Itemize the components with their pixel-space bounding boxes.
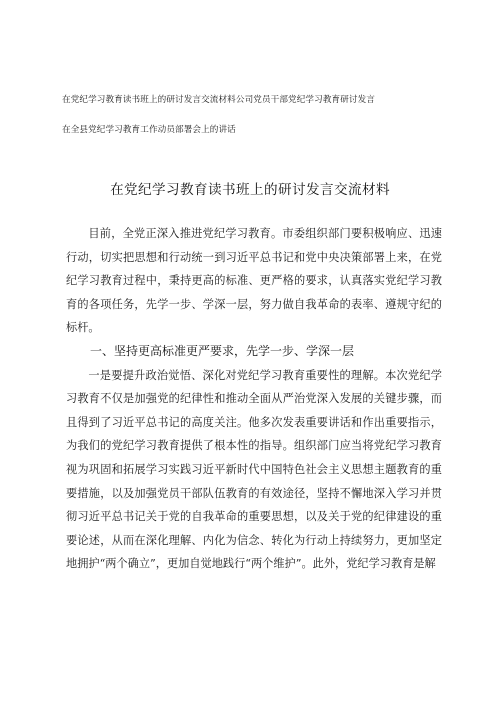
contents-line-1: 在党纪学习教育读书班上的研讨发言交流材料公司党员干部党纪学习教育研讨发言	[62, 95, 375, 105]
document-body	[66, 222, 442, 576]
section-heading-1: 一、坚持更高标准更严要求，先学一步、学深一层	[90, 343, 355, 358]
section-1-paragraph: 一是要提升政治觉悟、深化对党纪学习教育重要性的理解。本次党纪学习教育不仅是加强党的纪律性和推动全面从严治党深入发展的关键步骤，而且得到了习近平总书记的高度关注。他多次发表重要讲话和作出重要指示，为我们的党纪学习教育提供了根本性的指导。组织部门应当将党纪学习教育视为巩固和拓展学习实践习近平新时代中国特色社会主义思想主题教育的重要措施，以及加强党员干部队伍教育的有效途径，坚持不懈地深入学习并贯彻习近平总书记关于党的自我革命的重要思想，以及关于党的纪律建设的重要论述，从而在深化理解、内化为信念、转化为行动上持续努力，更加坚定地拥护“两个确立”，更加自觉地践行“两个维护”。此外，党纪学习教育是解	[66, 368, 442, 571]
contents-line-2: 在全县党纪学习教育工作动员部署会上的讲话	[62, 125, 236, 135]
intro-paragraph: 目前，全党正深入推进党纪学习教育。市委组织部门要积极响应、迅速行动，切实把思想和行动统一到习近平总书记和党中央决策部署上来，在党纪学习教育过程中，秉持更高的标准、更严格的要求，认真落实党纪学习教育的各项任务，先学一步、学深一层，努力做自我革命的表率、遵规守纪的标杆。	[66, 227, 442, 335]
document-title: 在党纪学习教育读书班上的研讨发言交流材料	[110, 182, 390, 198]
